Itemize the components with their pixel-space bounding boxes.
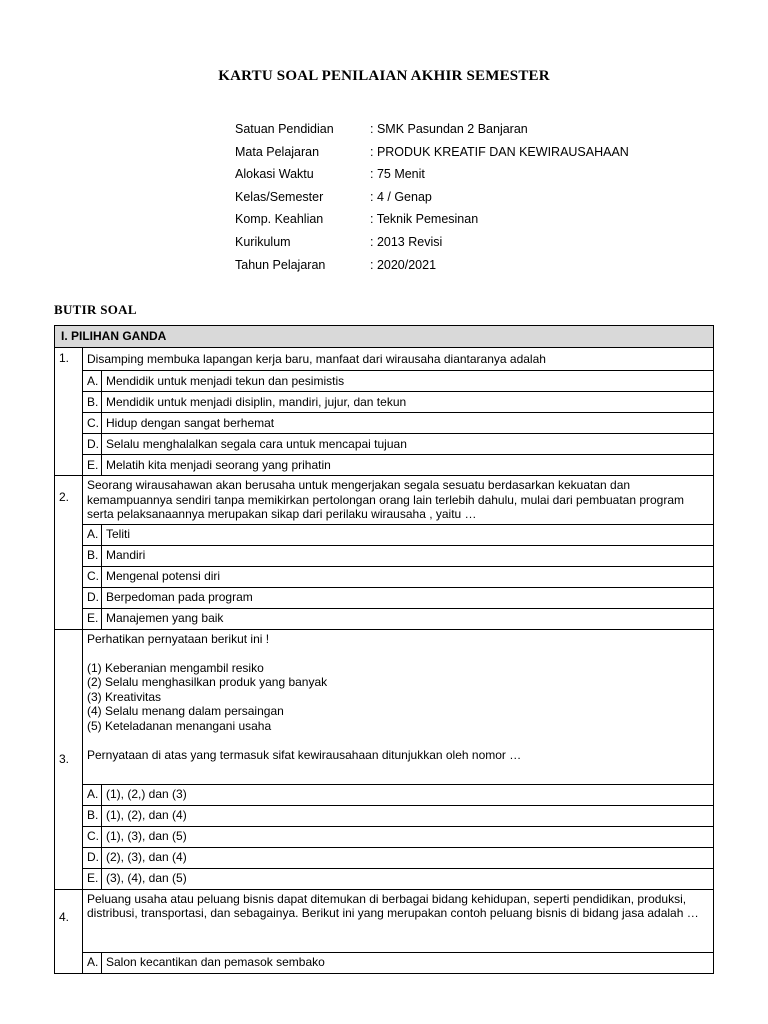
option-text: Hidup dengan sangat berhemat — [102, 413, 714, 434]
table-section-header: I. PILIHAN GANDA — [55, 326, 714, 348]
info-row — [235, 210, 629, 233]
option-text: Melatih kita menjadi seorang yang prihatin — [102, 455, 714, 476]
info-row — [235, 120, 629, 143]
option-row — [55, 566, 714, 587]
option-row — [55, 392, 714, 413]
question-number: 4. — [55, 889, 83, 973]
option-letter: C. — [83, 566, 102, 587]
question-number: 1. — [55, 348, 83, 476]
option-letter: A. — [83, 524, 102, 545]
option-letter: A. — [83, 371, 102, 392]
option-text: Teliti — [102, 524, 714, 545]
option-letter: C. — [83, 413, 102, 434]
option-letter: B. — [83, 805, 102, 826]
question-text: Peluang usaha atau peluang bisnis dapat ditemukan di berbagai bidang kehidupan, seperti pendidikan, produksi, distribusi, transportasi, dan sebagainya. Berikut ini yang merupakan contoh peluang bisnis di bidang jasa adalah … — [83, 889, 714, 952]
option-letter: B. — [83, 392, 102, 413]
option-text: Salon kecantikan dan pemasok sembako — [102, 952, 714, 973]
option-row — [55, 413, 714, 434]
document-title: KARTU SOAL PENILAIAN AKHIR SEMESTER — [218, 68, 550, 84]
option-text: (3), (4), dan (5) — [102, 868, 714, 889]
option-letter: E. — [83, 868, 102, 889]
option-letter: D. — [83, 434, 102, 455]
option-letter: E. — [83, 608, 102, 629]
option-letter: E. — [83, 455, 102, 476]
option-text: Manajemen yang baik — [102, 608, 714, 629]
option-text: Mendidik untuk menjadi disiplin, mandiri, jujur, dan tekun — [102, 392, 714, 413]
option-text: (1), (2), dan (4) — [102, 805, 714, 826]
option-row — [55, 784, 714, 805]
info-value: : 2013 Revisi — [370, 234, 443, 249]
info-label: Satuan Pendidian — [235, 122, 334, 136]
info-value: : 75 Menit — [370, 167, 425, 182]
question-text: Perhatikan pernyataan berikut ini ! (1) Keberanian mengambil resiko (2) Selalu menghasilkan produk yang banyak (3) Kreativitas (4) Selalu menang dalam persaingan (5) Keteladanan menangani usaha Pernyataan di atas yang termasuk sifat kewirausahaan ditunjukkan oleh nomor … — [83, 629, 714, 784]
option-row — [55, 608, 714, 629]
info-label: Mata Pelajaran — [235, 144, 320, 159]
option-letter: D. — [83, 847, 102, 868]
info-label: Kurikulum — [235, 234, 291, 249]
question-table — [54, 325, 714, 974]
option-letter: D. — [83, 587, 102, 608]
option-row — [55, 805, 714, 826]
option-letter: A. — [83, 952, 102, 973]
info-label: Tahun Pelajaran — [235, 257, 326, 272]
option-row — [55, 455, 714, 476]
info-label: Kelas/Semester — [235, 189, 324, 204]
option-row — [55, 434, 714, 455]
info-row — [235, 256, 629, 279]
option-row — [55, 587, 714, 608]
info-row — [235, 143, 629, 166]
question-number: 2. — [55, 476, 83, 630]
info-row — [235, 188, 629, 211]
option-row — [55, 545, 714, 566]
option-text: (2), (3), dan (4) — [102, 847, 714, 868]
option-row — [55, 868, 714, 889]
option-row — [55, 524, 714, 545]
info-label: Alokasi Waktu — [235, 167, 314, 182]
info-block — [235, 120, 629, 278]
question-text: Seorang wirausahawan akan berusaha untuk mengerjakan segala sesuatu berdasarkan kekuatan dan kemampuannya sendiri tanpa memikirkan pertolongan orang lain terlebih dahulu, mulai dari pembuatan program serta pelaksanaannya merupakan sikap dari perilaku wirausaha , yaitu … — [83, 476, 714, 525]
section-heading: BUTIR SOAL — [54, 302, 137, 317]
option-text: Berpedoman pada program — [102, 587, 714, 608]
option-text: (1), (2,) dan (3) — [102, 784, 714, 805]
option-text: Mengenal potensi diri — [102, 566, 714, 587]
info-row — [235, 165, 629, 188]
option-letter: B. — [83, 545, 102, 566]
option-row — [55, 371, 714, 392]
option-letter: C. — [83, 826, 102, 847]
option-letter: A. — [83, 784, 102, 805]
info-label: Komp. Keahlian — [235, 212, 324, 227]
question-text: Disamping membuka lapangan kerja baru, manfaat dari wirausaha diantaranya adalah — [83, 348, 714, 371]
question-number: 3. — [55, 629, 83, 889]
info-value: : SMK Pasundan 2 Banjaran — [370, 122, 528, 136]
info-row — [235, 233, 629, 256]
info-value: : Teknik Pemesinan — [370, 212, 479, 227]
option-text: Mendidik untuk menjadi tekun dan pesimistis — [102, 371, 714, 392]
option-row — [55, 952, 714, 973]
option-text: Selalu menghalalkan segala cara untuk mencapai tujuan — [102, 434, 714, 455]
option-row — [55, 847, 714, 868]
info-value: : 4 / Genap — [370, 189, 432, 204]
option-text: (1), (3), dan (5) — [102, 826, 714, 847]
option-text: Mandiri — [102, 545, 714, 566]
info-value: : PRODUK KREATIF DAN KEWIRAUSAHAAN — [370, 144, 629, 159]
option-row — [55, 826, 714, 847]
info-value: : 2020/2021 — [370, 257, 437, 272]
